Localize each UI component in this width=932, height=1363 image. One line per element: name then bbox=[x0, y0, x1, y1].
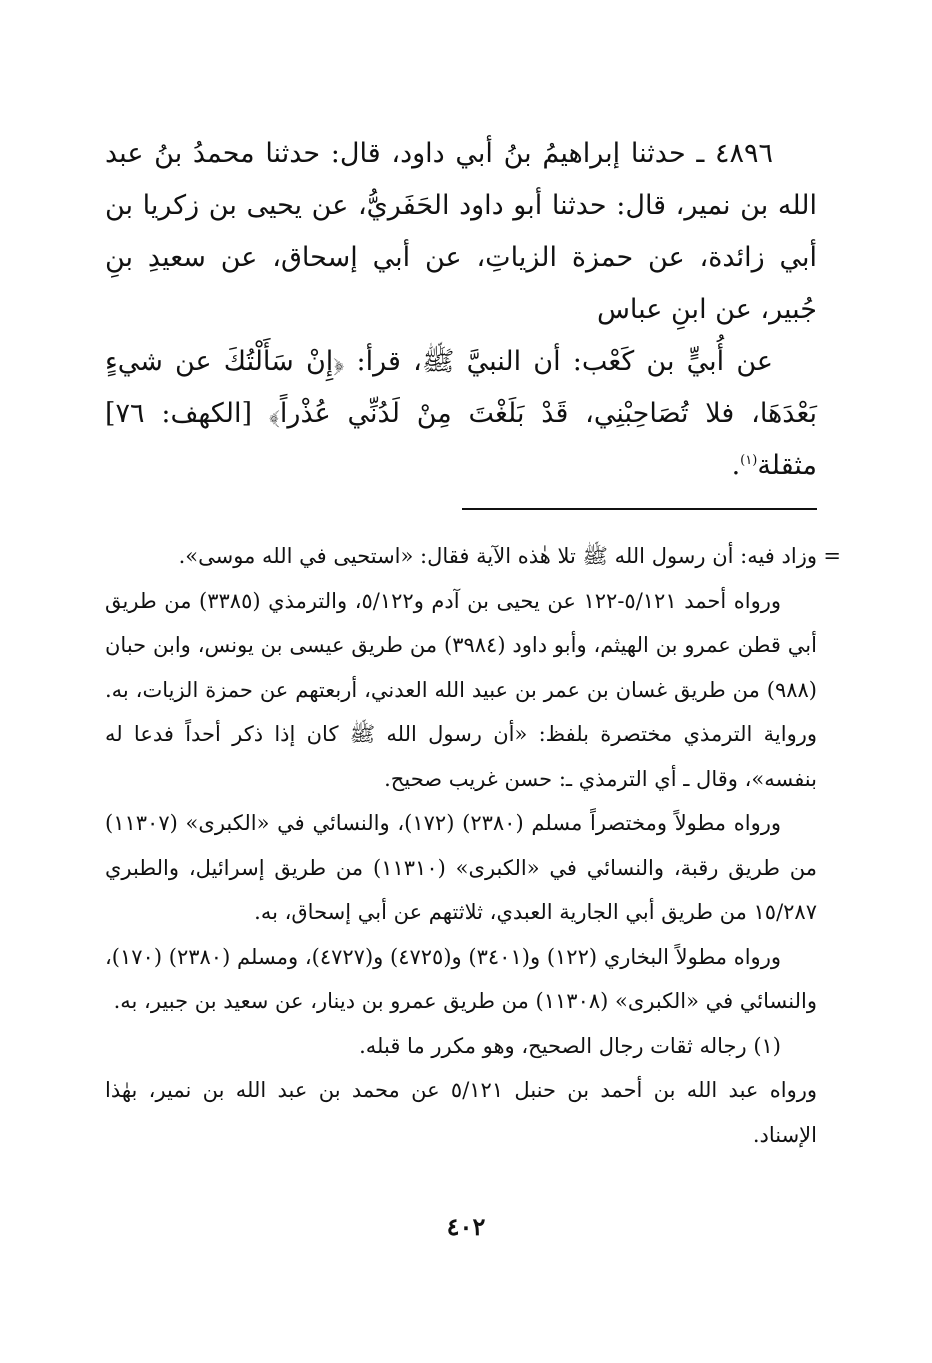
footnote-paragraph: ورواه مطولاً البخاري (١٢٢) و(٣٤٠١) و(٤٧٢٥) و(٤٧٢٧)، ومسلم (٢٣٨٠) (١٧٠)، والنسائي في «الكبرى» (١١٣٠٨) من طريق عمرو بن دينار، عن سعيد بن جبير، به. bbox=[105, 944, 817, 1013]
page-body bbox=[105, 128, 841, 1157]
hadith-text bbox=[105, 128, 817, 492]
footnote-continuation bbox=[105, 534, 841, 579]
footnote-1: (١) رجاله ثقات رجال الصحيح، وهو مكرر ما قبله. bbox=[359, 1033, 781, 1058]
footnote-ref: (١) bbox=[740, 453, 758, 468]
footnote-paragraph: ورواه مطولاً ومختصراً مسلم (٢٣٨٠) (١٧٢)، والنسائي في «الكبرى» (١١٣٠٧) من طريق رقبة، والنسائي في «الكبرى» (١١٣١٠) من طريق إسرائيل، والطبري ١٥/٢٨٧ من طريق أبي الجارية العبدي، ثلاثتهم عن أبي إسحاق، به. bbox=[105, 811, 818, 924]
hadith-isnad: ٤٨٩٦ ـ حدثنا إبراهيمُ بنُ أبي داود، قال: حدثنا محمدُ بنُ عبد الله بن نمير، قال: حدثنا أبو داود الحَفَريُّ، عن يحيى بن زكريا بن أبي زائدة، عن حمزة الزياتِ، عن أبي إسحاق، عن سعيدِ بنِ جُبير، عن ابنِ عباس bbox=[105, 138, 817, 325]
hadith-matn bbox=[105, 336, 817, 492]
footnote-paragraph: ورواه أحمد ٥/١٢١-١٢٢ عن يحيى بن آدم و٥/١٢٢، والترمذي (٣٣٨٥) من طريق أبي قطن عمرو بن الهيثم، وأبو داود (٣٩٨٤) من طريق عيسى بن يونس، وابن حبان (٩٨٨) من طريق غسان بن عمر بن عبيد الله العدني، أربعتهم عن حمزة الزيات، به. ورواية الترمذي مختصرة بلفظ: «أن رسول الله ﷺ كان إذا ذكر أحداً فدعا له بنفسه»، وقال ـ أي الترمذي ـ: حسن غريب صحيح. bbox=[105, 588, 817, 791]
hadith-matn-text: عن أُبيٍّ بن كَعْب: أن النبيَّ ﷺ، قرأ: ﴿إِنْ سَأَلْتُكَ عن شيءٍ بَعْدَهَا، فلا تُصَاحِبْنِي، قَدْ بَلَغْتَ مِنْ لَدُنِّي عُذْراً﴾ [الكهف: ٧٦] مثقلة bbox=[105, 346, 817, 481]
footnote-continuation-text: وزاد فيه: أن رسول الله ﷺ تلا هٰذه الآية فقال: «استحيى في الله موسى». bbox=[178, 544, 817, 568]
page-number: ٤٠٢ bbox=[446, 1212, 486, 1241]
footnotes bbox=[105, 534, 841, 1157]
footnote-1-continuation: ورواه عبد الله بن أحمد بن حنبل ٥/١٢١ عن محمد بن عبد الله بن نمير، بهٰذا الإسناد. bbox=[105, 1078, 817, 1147]
continuation-mark: = bbox=[823, 544, 841, 568]
footnote-separator bbox=[462, 508, 817, 510]
hadith-matn-end: . bbox=[731, 450, 741, 481]
